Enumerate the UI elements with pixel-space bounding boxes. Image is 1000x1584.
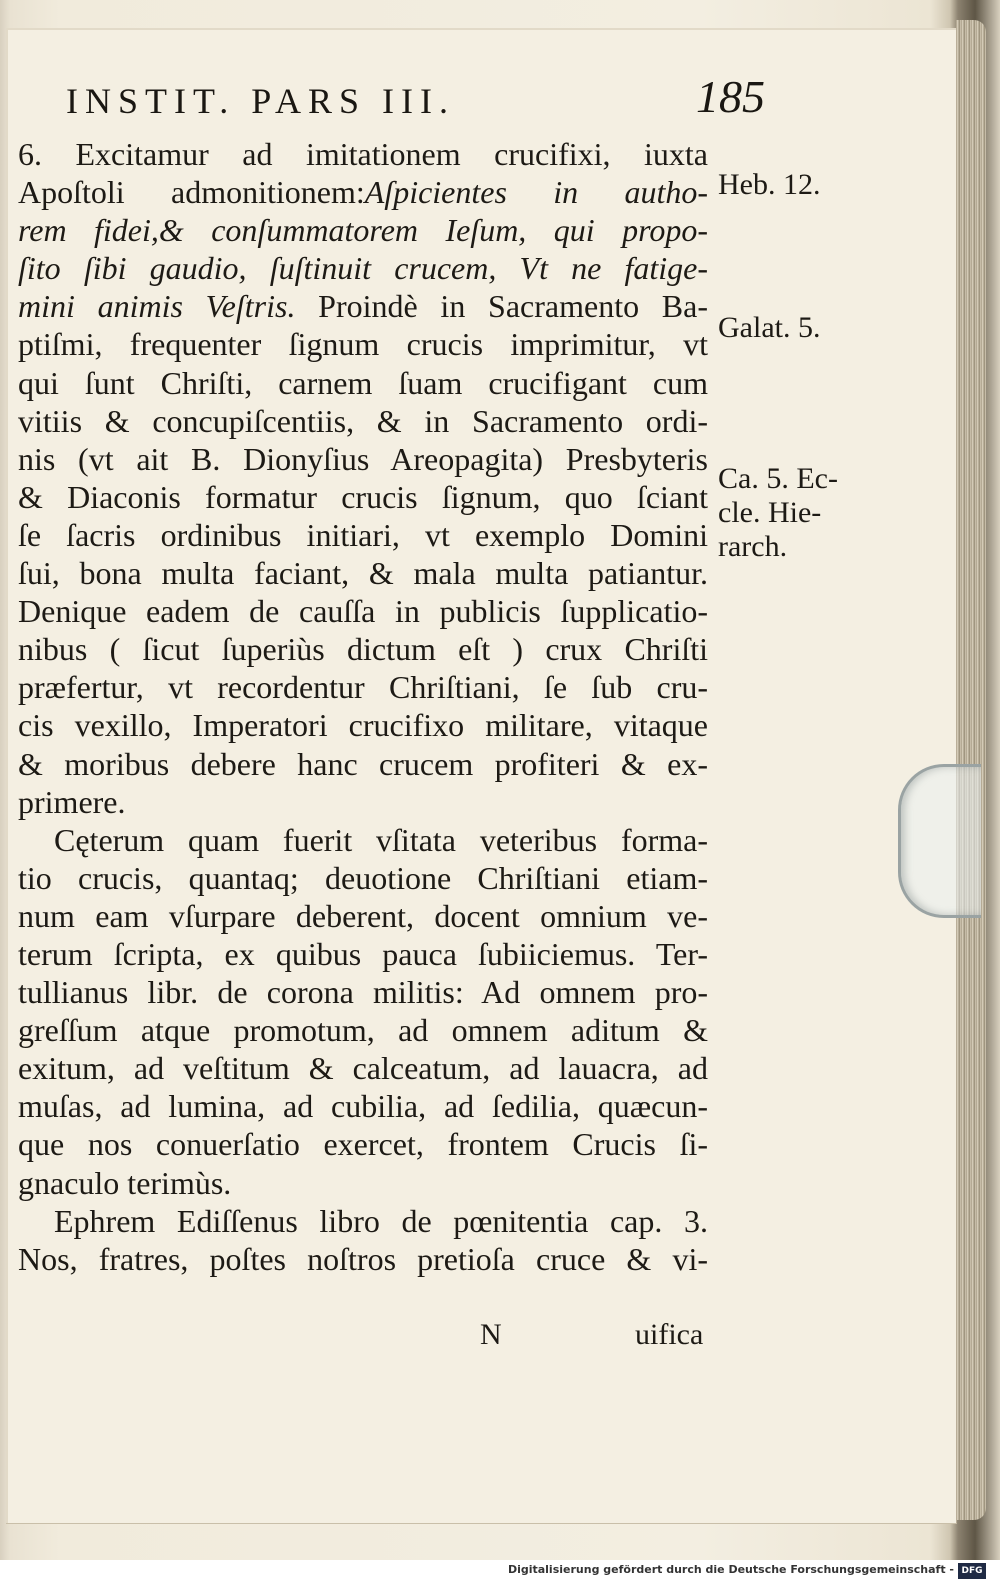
margin-note-line: Ca. 5. Ec- [718, 462, 838, 495]
text-line: Nos, fratres, poſtes noſtros pretioſa cruce & vi- [18, 1240, 708, 1277]
margin-note-heb [718, 168, 820, 202]
text-line: gnaculo terimùs. [18, 1164, 232, 1201]
margin-note-galat [718, 311, 820, 345]
footer-bar [0, 1560, 1000, 1584]
text-line: num eam vſurpare deberent, docent omnium ve- [18, 897, 708, 934]
text-line: ptiſmi, frequenter ſignum crucis imprimitur, vt [18, 326, 708, 363]
text-line: exitum, ad veſtitum & calceatum, ad lauacra, ad [18, 1050, 708, 1087]
text-line: & Diaconis formatur crucis ſignum, quo ſciant [18, 478, 708, 515]
text-line: & moribus debere hanc crucem profiteri & ex- [18, 745, 708, 782]
catchword: uifica [635, 1318, 704, 1351]
text-line: Ephrem Ediſſenus libro de pœnitentia cap. 3. [54, 1202, 708, 1239]
text-line: tio crucis, quantaq; deuotione Chriſtiani etiam- [18, 859, 708, 896]
running-head-title: INSTIT. PARS III. [66, 81, 456, 121]
text-line: Cęterum quam fuerit vſitata veteribus forma- [54, 821, 708, 858]
dfg-logo-icon: DFG [958, 1563, 986, 1579]
footer-credit: Digitalisierung gefördert durch die Deutsche Forschungsgemeinschaft - [507, 1563, 954, 1576]
text-line: nibus ( ſicut ſuperiùs dictum eſt ) crux Chriſti [18, 631, 708, 668]
text-line [18, 287, 708, 325]
body-text [18, 135, 708, 1278]
text-run: Apoſtoli admonitionem: [18, 174, 365, 211]
margin-note-line: Galat. 5. [718, 311, 821, 344]
text-line: greſſum atque promotum, ad omnem aditum & [18, 1012, 708, 1049]
margin-note-line: rarch. [718, 530, 788, 563]
text-line: tullianus libr. de corona militis: Ad omnem pro- [18, 974, 708, 1011]
text-line: vitiis & concupiſcentiis, & in Sacramento ordi- [18, 402, 708, 439]
folio-number: 185 [696, 71, 765, 122]
italic-run: mini animis Veſtris. [18, 288, 296, 325]
margin-note-line: cle. Hie- [718, 496, 822, 529]
margin-note-eccl-hierarch [718, 462, 838, 564]
text-line: præfertur, vt recordentur Chriſtiani, ſe ſub cru- [18, 669, 708, 706]
page-clip [898, 764, 981, 918]
text-run: Proindè in Sacramento Ba- [295, 288, 709, 325]
text-line: ſui, bona multa faciant, & mala multa patiantur. [18, 555, 708, 592]
text-line [18, 173, 708, 211]
text-line: rem fidei,& conſummatorem Ieſum, qui propo- [18, 212, 708, 249]
text-line: nis (vt ait B. Dionyſius Areopagita) Presbyteris [18, 440, 708, 477]
text-line: Denique eadem de cauſſa in publicis ſupplicatio- [18, 593, 708, 630]
margin-note-line: Heb. 12. [718, 168, 821, 201]
text-line: muſas, ad lumina, ad cubilia, ad ſedilia, quæcun- [18, 1088, 708, 1125]
text-line: qui ſunt Chriſti, carnem ſuam crucifigant cum [18, 364, 708, 401]
text-line: ſito ſibi gaudio, ſuſtinuit crucem, Vt ne fatige- [18, 250, 708, 287]
italic-run: Aſpicientes in autho- [364, 174, 709, 211]
text-line: primere. [18, 783, 126, 820]
text-line: terum ſcripta, ex quibus pauca ſubiiciemus. Ter- [18, 935, 708, 972]
text-line: que nos conuerſatio exercet, frontem Crucis ſi- [18, 1126, 708, 1163]
running-head [66, 71, 765, 130]
text-line: 6. Excitamur ad imitationem crucifixi, iuxta [18, 136, 708, 172]
text-line: cis vexillo, Imperatori crucifixo militare, vitaque [18, 707, 708, 744]
text-line: ſe ſacris ordinibus initiari, vt exemplo Domini [18, 516, 708, 553]
signature-mark: N [480, 1318, 502, 1351]
